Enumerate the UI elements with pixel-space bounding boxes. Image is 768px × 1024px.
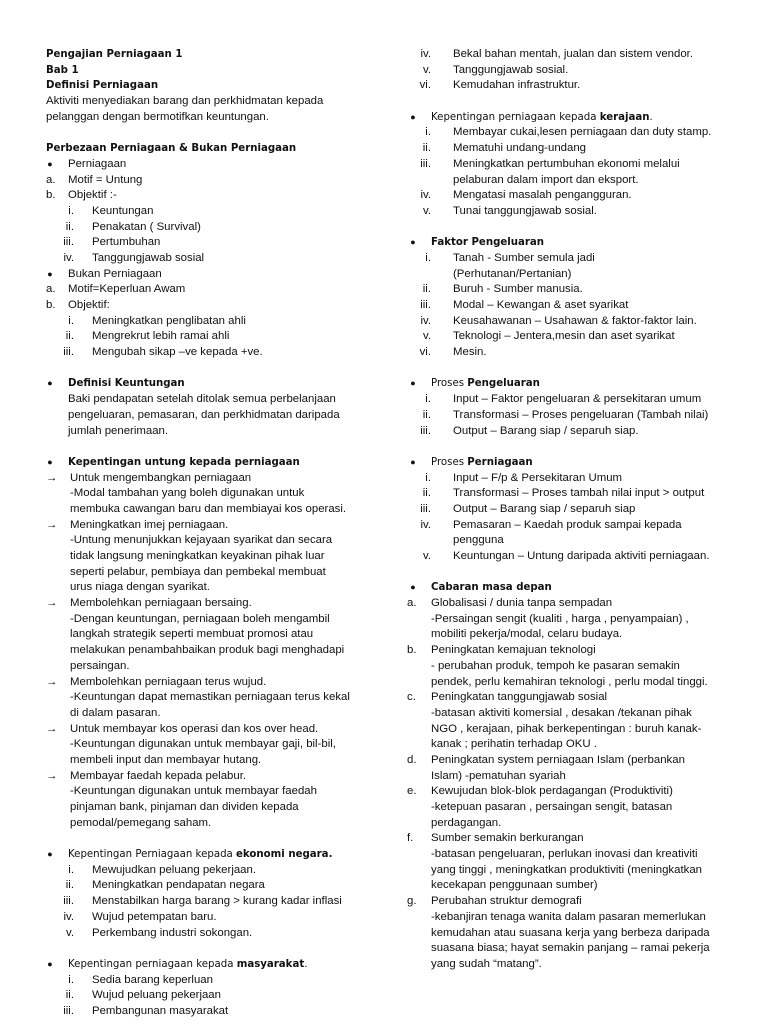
arrow-item: → Meningkatkan imej perniagaan. (46, 518, 368, 534)
paragraph-line: langkah strategik seperti membuat promosi atau (70, 628, 314, 641)
list-item: iii. Mengubah sikap –ve kepada +ve. (63, 346, 263, 359)
list-item: ii. Transformasi – Proses pengeluaran (Tambah nilai) (422, 408, 709, 421)
bullet-marker: ● (47, 268, 53, 279)
list-item: iii. Output – Barang siap / separuh siap. (420, 424, 639, 437)
list-item: ii. Meningkatkan pendapatan negara (65, 879, 265, 892)
section-heading-ekonomi: ● Kepentingan Perniagaan kepada ekonomi negara. (46, 847, 368, 863)
paragraph-line: pelaburan dalam import dan eksport. (453, 173, 639, 186)
paragraph-line: NGO , kerajaan, pihak berkepentingan : buruh kanak- (431, 722, 702, 735)
arrow-item: → Untuk mengembangkan perniagaan (46, 471, 368, 487)
list-item: a. Motif=Keperluan Awam (46, 283, 186, 296)
list-item: iv. Pemasaran – Kaedah produk sampai kepada (420, 518, 682, 531)
list-item: ● Perniagaan (46, 157, 368, 173)
definition-heading: Definisi Perniagaan (46, 80, 159, 92)
arrow-icon: → (46, 518, 58, 531)
list-item: ii. Penakatan ( Survival) (65, 220, 201, 233)
list-item: iv. Keusahawanan – Usahawan & faktor-faktor lain. (420, 314, 697, 327)
list-item: c. Peningkatan tanggungjawab sosial (407, 691, 608, 704)
list-item: g. Perubahan struktur demografi (407, 895, 582, 908)
list-item: v. Perkembang industri sokongan. (65, 926, 253, 939)
paragraph-line: -Keuntungan digunakan untuk membayar gaji, bil-bil, (70, 738, 336, 751)
arrow-icon: → (46, 597, 58, 610)
list-item: iii. Pertumbuhan (63, 236, 161, 249)
bullet-marker: ● (47, 958, 53, 969)
definition-text: pelanggan dengan bermotifkan keuntungan. (46, 110, 269, 123)
paragraph-line: -batasan pengeluaran, perlukan inovasi dan kreativiti (431, 848, 698, 861)
bullet-marker: ● (47, 378, 53, 389)
list-item: ii. Mengrekrut lebih ramai ahli (65, 330, 230, 343)
list-item: i. Keuntungan (68, 204, 154, 217)
arrow-item: → Membolehkan perniagaan terus wujud. (46, 675, 368, 691)
list-item: d. Peningkatan system perniagaan Islam (perbankan (407, 753, 685, 766)
paragraph-line: perdagangan. (431, 816, 502, 829)
paragraph-line: -Keuntungan dapat memastikan perniagaan terus kekal (70, 691, 350, 704)
paragraph-line: -Dengan keuntungan, perniagaan boleh mengambil (70, 612, 330, 625)
paragraph-line: urus niaga dengan syarikat. (70, 581, 210, 594)
definition-text: Aktiviti menyediakan barang dan perkhidmatan kepada (46, 95, 324, 108)
paragraph-line: membuka cawangan baru dan membiayai kos operasi. (70, 502, 347, 515)
paragraph-line: jumlah penerimaan. (68, 424, 169, 437)
list-item: i. Input – Faktor pengeluaran & persekitaran umum (425, 393, 702, 406)
list-item: a. Globalisasi / dunia tanpa sempadan (407, 597, 613, 610)
paragraph-line: pendek, perlu kemahiran teknologi , perlu modal tinggi. (431, 675, 708, 688)
section-heading-keuntungan: ● Definisi Keuntungan (46, 376, 368, 392)
document-title: Pengajian Perniagaan 1 (46, 49, 183, 60)
list-item: ii. Transformasi – Proses tambah nilai input > output (422, 487, 705, 500)
paragraph-line: persaingan. (70, 659, 130, 672)
list-item: iii. Modal – Kewangan & aset syarikat (420, 299, 629, 311)
list-item: a. Motif = Untung (46, 173, 143, 186)
paragraph-line: seperti pelabur, pembiaya dan pembekal membuat (70, 565, 326, 578)
list-item: i. Sedia barang keperluan (68, 973, 213, 986)
section-heading-kepentingan-untung: ● Kepentingan untung kepada perniagaan (46, 455, 368, 471)
section-heading-masyarakat: ● Kepentingan perniagaan kepada masyarakat. (46, 957, 368, 973)
list-item: i. Input – F/p & Persekitaran Umum (425, 471, 623, 484)
paragraph-line: -kebanjiran tenaga wanita dalam pasaran memerlukan (431, 910, 706, 923)
list-item: iii. Menstabilkan harga barang > kurang kadar inflasi (63, 895, 342, 908)
paragraph-line: mobiliti pekerja/modal, celaru budaya. (431, 628, 623, 641)
list-item: vi. Kemudahan infrastruktur. (419, 79, 581, 92)
paragraph-line: melakukan penambahbaikan produk bagi menghadapi (70, 644, 345, 657)
section-heading-faktor: ● Faktor Pengeluaran (401, 235, 731, 251)
bullet-marker: ● (410, 111, 416, 122)
paragraph-line: yang sudah “matang”. (431, 957, 542, 970)
bullet-marker: ● (410, 378, 416, 389)
paragraph-line: - perubahan produk, tempoh ke pasaran semakin (431, 659, 680, 672)
list-item: v. Tanggungjawab sosial. (422, 63, 569, 76)
arrow-icon: → (46, 722, 58, 735)
left-column (46, 47, 368, 1020)
list-item: ii. Wujud peluang pekerjaan (65, 989, 221, 1002)
paragraph-line: pinjaman bank, pinjaman dan dividen kepada (70, 801, 299, 813)
list-item: e. Kewujudan blok-blok perdagangan (Produktiviti) (407, 785, 673, 798)
list-item: i. Tanah - Sumber semula jadi (425, 251, 595, 264)
paragraph-line: tidak langsung meningkatkan keyakinan pihak luar (70, 550, 325, 562)
paragraph-line: -Persaingan sengit (kualiti , harga , penyampaian) , (431, 612, 689, 625)
paragraph-line: -Untung menunjukkan kejayaan syarikat dan secara (70, 534, 333, 547)
bullet-marker: ● (47, 158, 53, 169)
bullet-marker: ● (410, 456, 416, 467)
list-item: b. Objektif: (46, 299, 110, 311)
list-item: ● Bukan Perniagaan (46, 267, 368, 283)
list-item: ii. Buruh - Sumber manusia. (422, 283, 583, 296)
bullet-marker: ● (47, 456, 53, 467)
list-item: i. Meningkatkan penglibatan ahli (68, 314, 246, 327)
paragraph-line: -Keuntungan digunakan untuk membayar faedah (70, 785, 317, 798)
paragraph-line: kecekapan penggunaan sumber) (431, 879, 598, 892)
list-item: i. Mewujudkan peluang pekerjaan. (68, 863, 257, 876)
list-item: iii. Meningkatkan pertumbuhan ekonomi melalui (420, 157, 680, 170)
arrow-icon: → (46, 769, 58, 782)
paragraph-line: membeli input dan membayar hutang. (70, 753, 262, 766)
list-item: f. Sumber semakin berkurangan (407, 832, 584, 845)
section-heading-cabaran: ● Cabaran masa depan (401, 580, 731, 596)
list-item: v. Teknologi – Jentera,mesin dan aset syarikat (422, 330, 675, 343)
paragraph-line: suasana biasa; hayat semakin panjang – ramai pekerja (431, 942, 710, 955)
paragraph-line: pengeluaran, pemasaran, dan perkhidmatan daripada (68, 408, 340, 421)
paragraph-line: yang tinggi , meningkatkan produktiviti (meningkatkan (431, 863, 702, 876)
arrow-item: → Membayar faedah kepada pelabur. (46, 769, 368, 785)
list-item: ii. Mematuhi undang-undang (422, 142, 586, 155)
paragraph-line: kemudahan atau suasana kerja yang berbeza daripada (431, 926, 710, 939)
section-heading-kerajaan: ● Kepentingan perniagaan kepada kerajaan. (401, 110, 731, 126)
paragraph-line: Baki pendapatan setelah ditolak semua perbelanjaan (68, 393, 336, 406)
bullet-marker: ● (410, 237, 416, 248)
list-item: iv. Bekal bahan mentah, jualan dan sistem vendor. (420, 48, 693, 60)
section-heading-pengeluaran: ● Proses Pengeluaran (401, 376, 731, 392)
list-item: b. Objektif :- (46, 189, 117, 202)
paragraph-line: Islam) -pematuhan syariah (431, 769, 566, 782)
arrow-item: → Untuk membayar kos operasi dan kos over head. (46, 722, 368, 738)
bullet-marker: ● (410, 582, 416, 593)
list-item: iii. Pembangunan masyarakat (63, 1004, 229, 1017)
section-heading-perbezaan: Perbezaan Perniagaan & Bukan Perniagaan (46, 143, 297, 155)
paragraph-line: pengguna (453, 534, 504, 547)
list-item: iv. Mengatasi masalah pengangguran. (420, 189, 632, 202)
paragraph-line: -Modal tambahan yang boleh digunakan untuk (70, 487, 305, 500)
section-heading-proses-perniagaan: ● Proses Perniagaan (401, 455, 731, 471)
arrow-item: → Membolehkan perniagaan bersaing. (46, 596, 368, 612)
list-item: i. Membayar cukai,lesen perniagaan dan duty stamp. (425, 126, 712, 139)
list-item: v. Keuntungan – Untung daripada aktiviti perniagaan. (422, 550, 710, 562)
paragraph-line: di dalam pasaran. (70, 706, 161, 719)
paragraph-line: kanak ; perihatin terhadap OKU . (431, 738, 597, 751)
list-item: iv. Wujud petempatan baru. (63, 910, 217, 923)
right-column (401, 47, 731, 973)
chapter-label: Bab 1 (46, 64, 79, 76)
paragraph-line: pemodal/pemegang saham. (70, 816, 212, 829)
bullet-marker: ● (47, 849, 53, 860)
list-item: iii. Output – Barang siap / separuh siap (420, 502, 636, 515)
list-item: b. Peningkatan kemajuan teknologi (407, 644, 596, 657)
list-item: vi. Mesin. (419, 346, 487, 359)
list-item: v. Tunai tanggungjawab sosial. (422, 204, 597, 217)
paragraph-line: -ketepuan pasaran , persaingan sengit, batasan (431, 801, 673, 813)
paragraph-line: (Perhutanan/Pertanian) (453, 267, 572, 280)
list-item: iv. Tanggungjawab sosial (63, 251, 205, 264)
paragraph-line: -batasan aktiviti komersial , desakan /tekanan pihak (431, 706, 692, 719)
arrow-icon: → (46, 675, 58, 688)
arrow-icon: → (46, 471, 58, 484)
